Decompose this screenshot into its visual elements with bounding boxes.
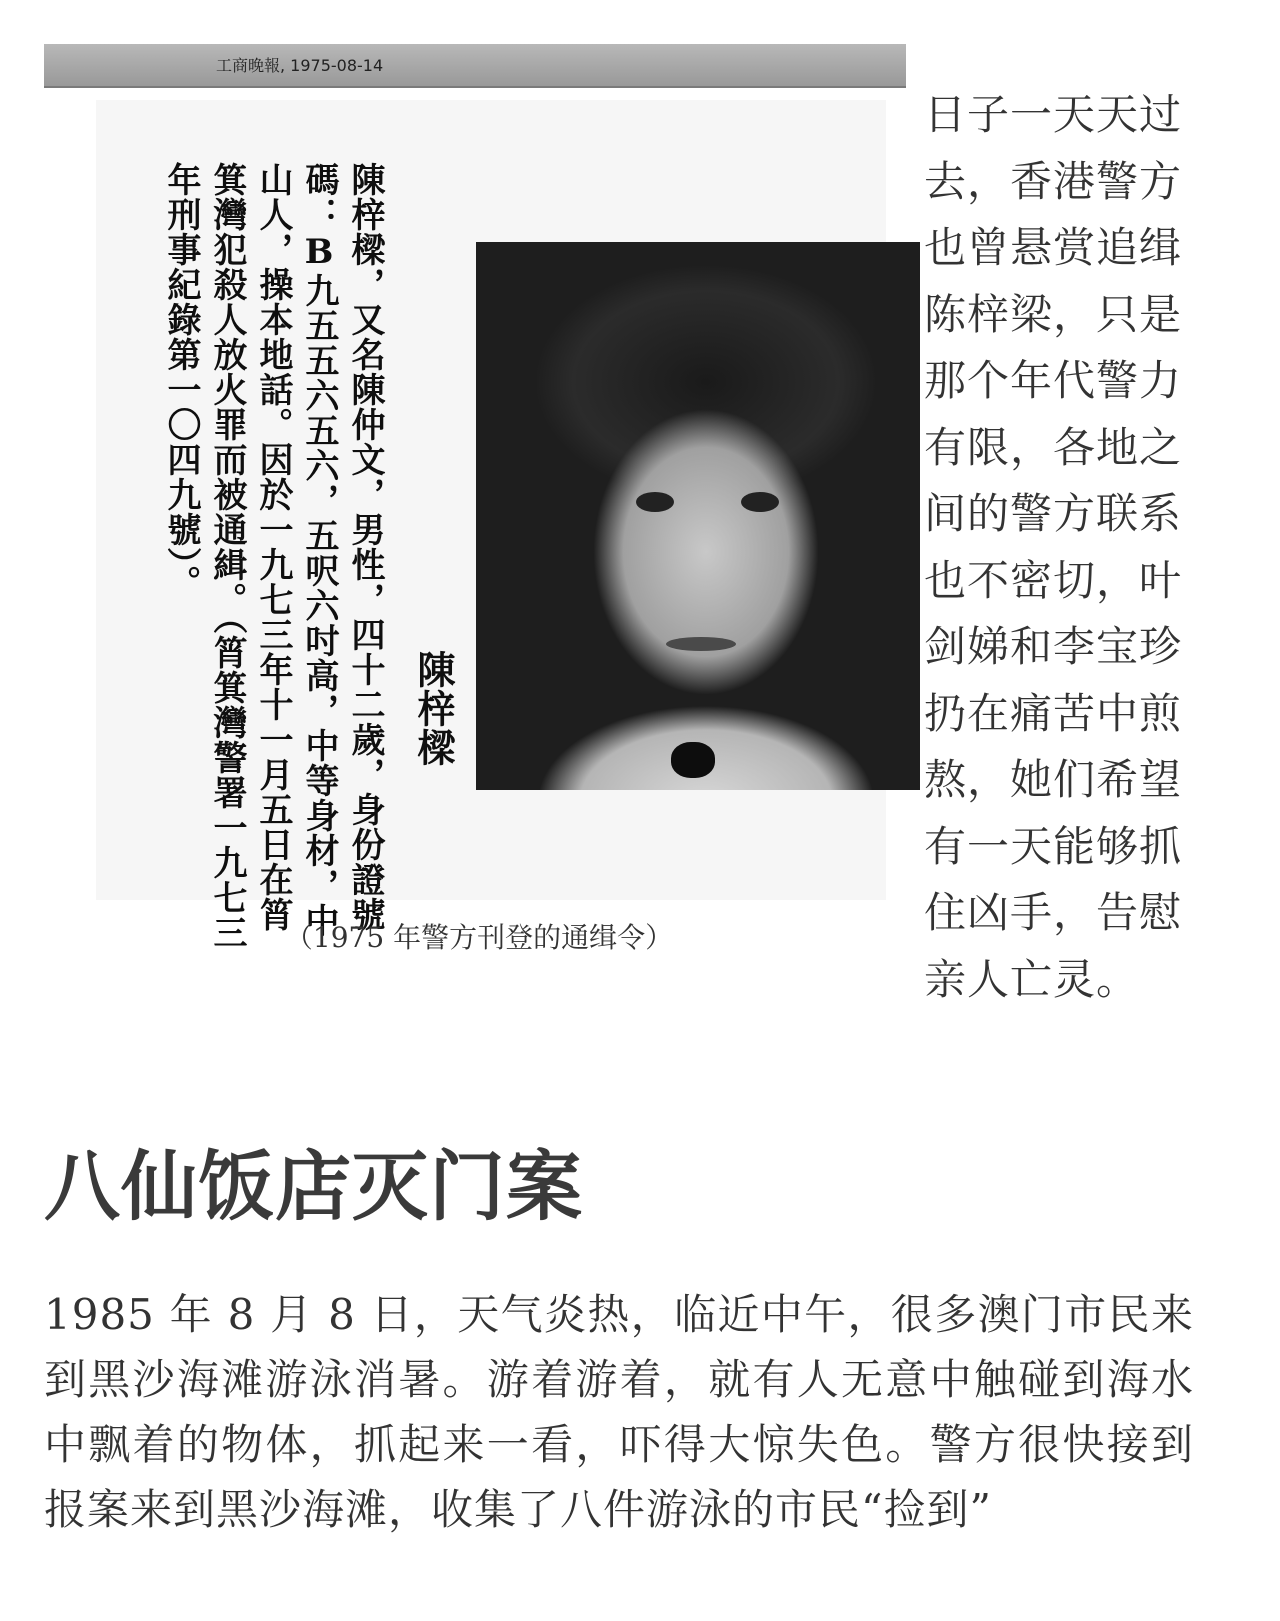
photo-mouth bbox=[666, 637, 736, 651]
section-paragraph: 1985 年 8 月 8 日，天气炎热，临近中午，很多澳门市民来到黑沙海滩游泳消暑。游着游着，就有人无意中触碰到海水中飘着的物体，抓起来一看，吓得大惊失色。警方很快接到报案来到黑沙海滩，收集了八件游泳的市民“捡到” bbox=[44, 1290, 1194, 1534]
photo-caption: （1975 年警方刊登的通缉令） bbox=[284, 921, 674, 954]
photo-left-eye bbox=[636, 492, 674, 512]
section-heading: 八仙饭店灭门案 bbox=[44, 1142, 583, 1231]
photo-collar-pin bbox=[671, 742, 715, 778]
wanted-notice-text: 陳梓樑，又名陳仲文，男性，四十二歲，身份證號碼：B九五五六五六，五呎六吋高，中等身材，中山人，操本地話。因於一九七三年十一月五日在筲箕灣犯殺人放火罪而被通緝。（筲箕灣警署一九七三年刑事紀錄第一〇四九號）。 bbox=[161, 162, 385, 950]
clipping-header-bar bbox=[44, 44, 906, 88]
clipping-source-label: 工商晚報, 1975-08-14 bbox=[216, 56, 384, 75]
newspaper-clipping bbox=[44, 44, 906, 954]
side-paragraph: 日子一天天过去，香港警方也曾悬赏追缉陈梓梁，只是那个年代警力有限，各地之间的警方联系也不密切，叶剑娣和李宝珍扔在痛苦中煎熬，她们希望有一天能够抓住凶手，告慰亲人亡灵。 bbox=[924, 90, 1183, 1004]
photo-name-label: 陳梓樑 bbox=[411, 650, 456, 767]
photo-right-eye bbox=[741, 492, 779, 512]
suspect-photo bbox=[476, 242, 920, 790]
